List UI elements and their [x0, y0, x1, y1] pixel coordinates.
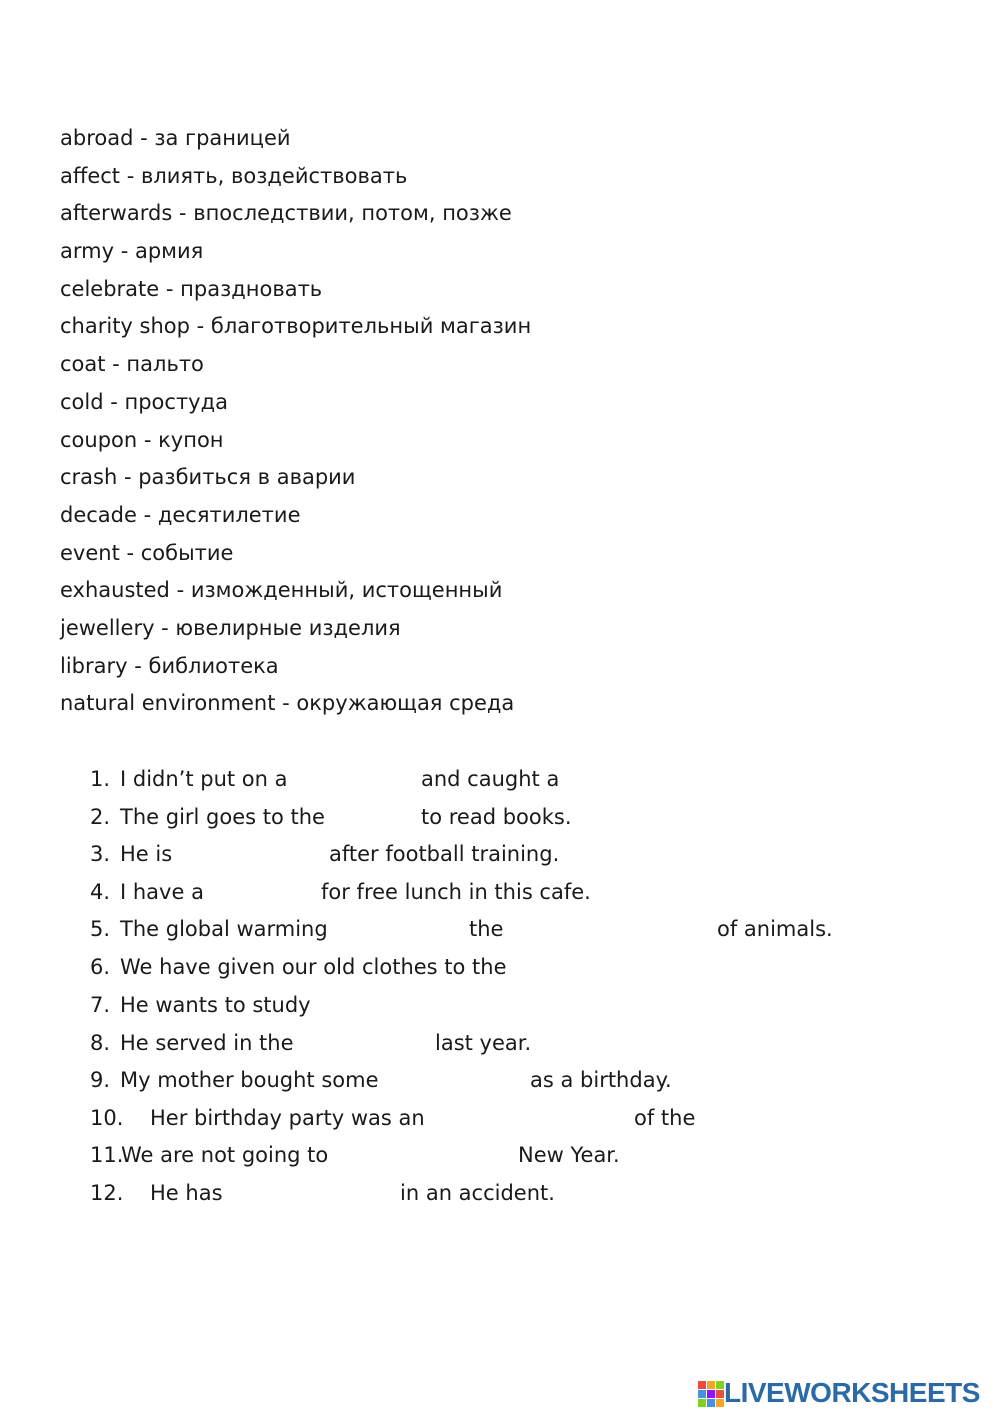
vocab-item: celebrate - праздновать	[60, 276, 323, 301]
answer-blank[interactable]	[708, 1105, 860, 1133]
vocab-item: coupon - купон	[60, 427, 224, 452]
exercise-text: after football training.	[329, 842, 560, 866]
exercise-number: 1.	[90, 767, 111, 791]
vocab-item: afterwards - впоследствии, потом, позже	[60, 201, 512, 226]
exercise-item	[0, 873, 1000, 911]
answer-blank[interactable]	[514, 916, 712, 944]
liveworksheets-brand	[698, 1378, 994, 1408]
exercise-item	[0, 835, 1000, 873]
exercise-text: New Year.	[518, 1143, 620, 1167]
exercise-number: 5.	[90, 917, 111, 941]
exercise-item	[0, 1061, 1000, 1099]
vocab-item: decade - десятилетие	[60, 502, 301, 527]
exercise-number: 10.	[90, 1106, 124, 1130]
exercise-text: as a birthday.	[530, 1068, 672, 1092]
answer-blank[interactable]	[182, 841, 324, 869]
exercise-item	[0, 986, 1000, 1024]
vocab-item: abroad - за границей	[60, 126, 291, 150]
exercise-text: I didn’t put on a	[120, 767, 288, 791]
vocab-item: natural environment - окружающая среда	[60, 691, 515, 716]
exercise-text: the	[469, 917, 504, 941]
exercise-number: 6.	[90, 955, 111, 979]
vocab-item: jewellery - ювелирные изделия	[60, 615, 401, 640]
vocab-item: crash - разбиться в аварии	[60, 465, 356, 490]
answer-blank[interactable]	[326, 992, 528, 1020]
exercise-text: I have a	[120, 880, 204, 904]
exercise-text: The girl goes to the	[120, 805, 325, 829]
answer-blank[interactable]	[444, 1105, 630, 1133]
exercise-text: for free lunch in this cafe.	[321, 880, 591, 904]
exercise-item	[0, 910, 1000, 948]
exercise-text: in an accident.	[400, 1181, 555, 1205]
vocab-item: event - событие	[60, 540, 234, 565]
answer-blank[interactable]	[306, 1030, 430, 1058]
exercise-item	[0, 798, 1000, 836]
vocab-item: library - библиотека	[60, 653, 279, 678]
exercise-text: and caught a	[421, 767, 560, 791]
vocab-item: exhausted - изможденный, истощенный	[60, 578, 503, 603]
exercise-number: 8.	[90, 1031, 111, 1055]
exercise-text: We have given our old clothes to the	[120, 955, 507, 979]
exercise-text: of animals.	[717, 917, 833, 941]
exercise-item	[0, 1136, 1000, 1174]
exercise-text: last year.	[435, 1031, 532, 1055]
vocab-item: cold - простуда	[60, 389, 228, 414]
exercise-number: 4.	[90, 880, 111, 904]
answer-blank[interactable]	[342, 804, 418, 832]
exercise-number: 9.	[90, 1068, 111, 1092]
answer-blank[interactable]	[528, 954, 750, 982]
answer-blank[interactable]	[334, 916, 464, 944]
exercise-text: He served in the	[120, 1031, 294, 1055]
exercise-item	[0, 1024, 1000, 1062]
vocab-item: army - армия	[60, 239, 204, 264]
exercise-item	[0, 1174, 1000, 1212]
vocab-item: charity shop - благотворительный магазин	[60, 314, 532, 339]
exercise-number: 11.	[90, 1143, 124, 1167]
brand-name: LIVEWORKSHEETS	[724, 1377, 980, 1408]
answer-blank[interactable]	[214, 879, 316, 907]
answer-blank[interactable]	[230, 1180, 396, 1208]
exercise-number: 2.	[90, 805, 111, 829]
vocab-item: coat - пальто	[60, 352, 204, 377]
liveworksheets-logo-icon	[698, 1381, 724, 1407]
exercise-text: He wants to study	[120, 993, 311, 1017]
exercise-text: to read books.	[421, 805, 572, 829]
exercise-number: 3.	[90, 842, 111, 866]
exercise-number: 7.	[90, 993, 111, 1017]
exercise-text: The global warming	[120, 917, 328, 941]
exercise-number: 12.	[90, 1181, 124, 1205]
exercise-item	[0, 760, 1000, 798]
answer-blank[interactable]	[390, 1067, 526, 1095]
answer-blank[interactable]	[342, 1142, 514, 1170]
exercise-text: He has	[150, 1181, 223, 1205]
exercise-text: We are not going to	[121, 1143, 329, 1167]
vocab-item: affect - влиять, воздействовать	[60, 163, 408, 188]
exercise-text: My mother bought some	[120, 1068, 379, 1092]
answer-blank[interactable]	[566, 766, 708, 794]
exercise-text: Her birthday party was an	[150, 1106, 425, 1130]
exercise-item	[0, 1099, 1000, 1137]
exercise-text: He is	[120, 842, 173, 866]
exercise-item	[0, 948, 1000, 986]
answer-blank[interactable]	[300, 766, 414, 794]
exercise-text: of the	[634, 1106, 696, 1130]
